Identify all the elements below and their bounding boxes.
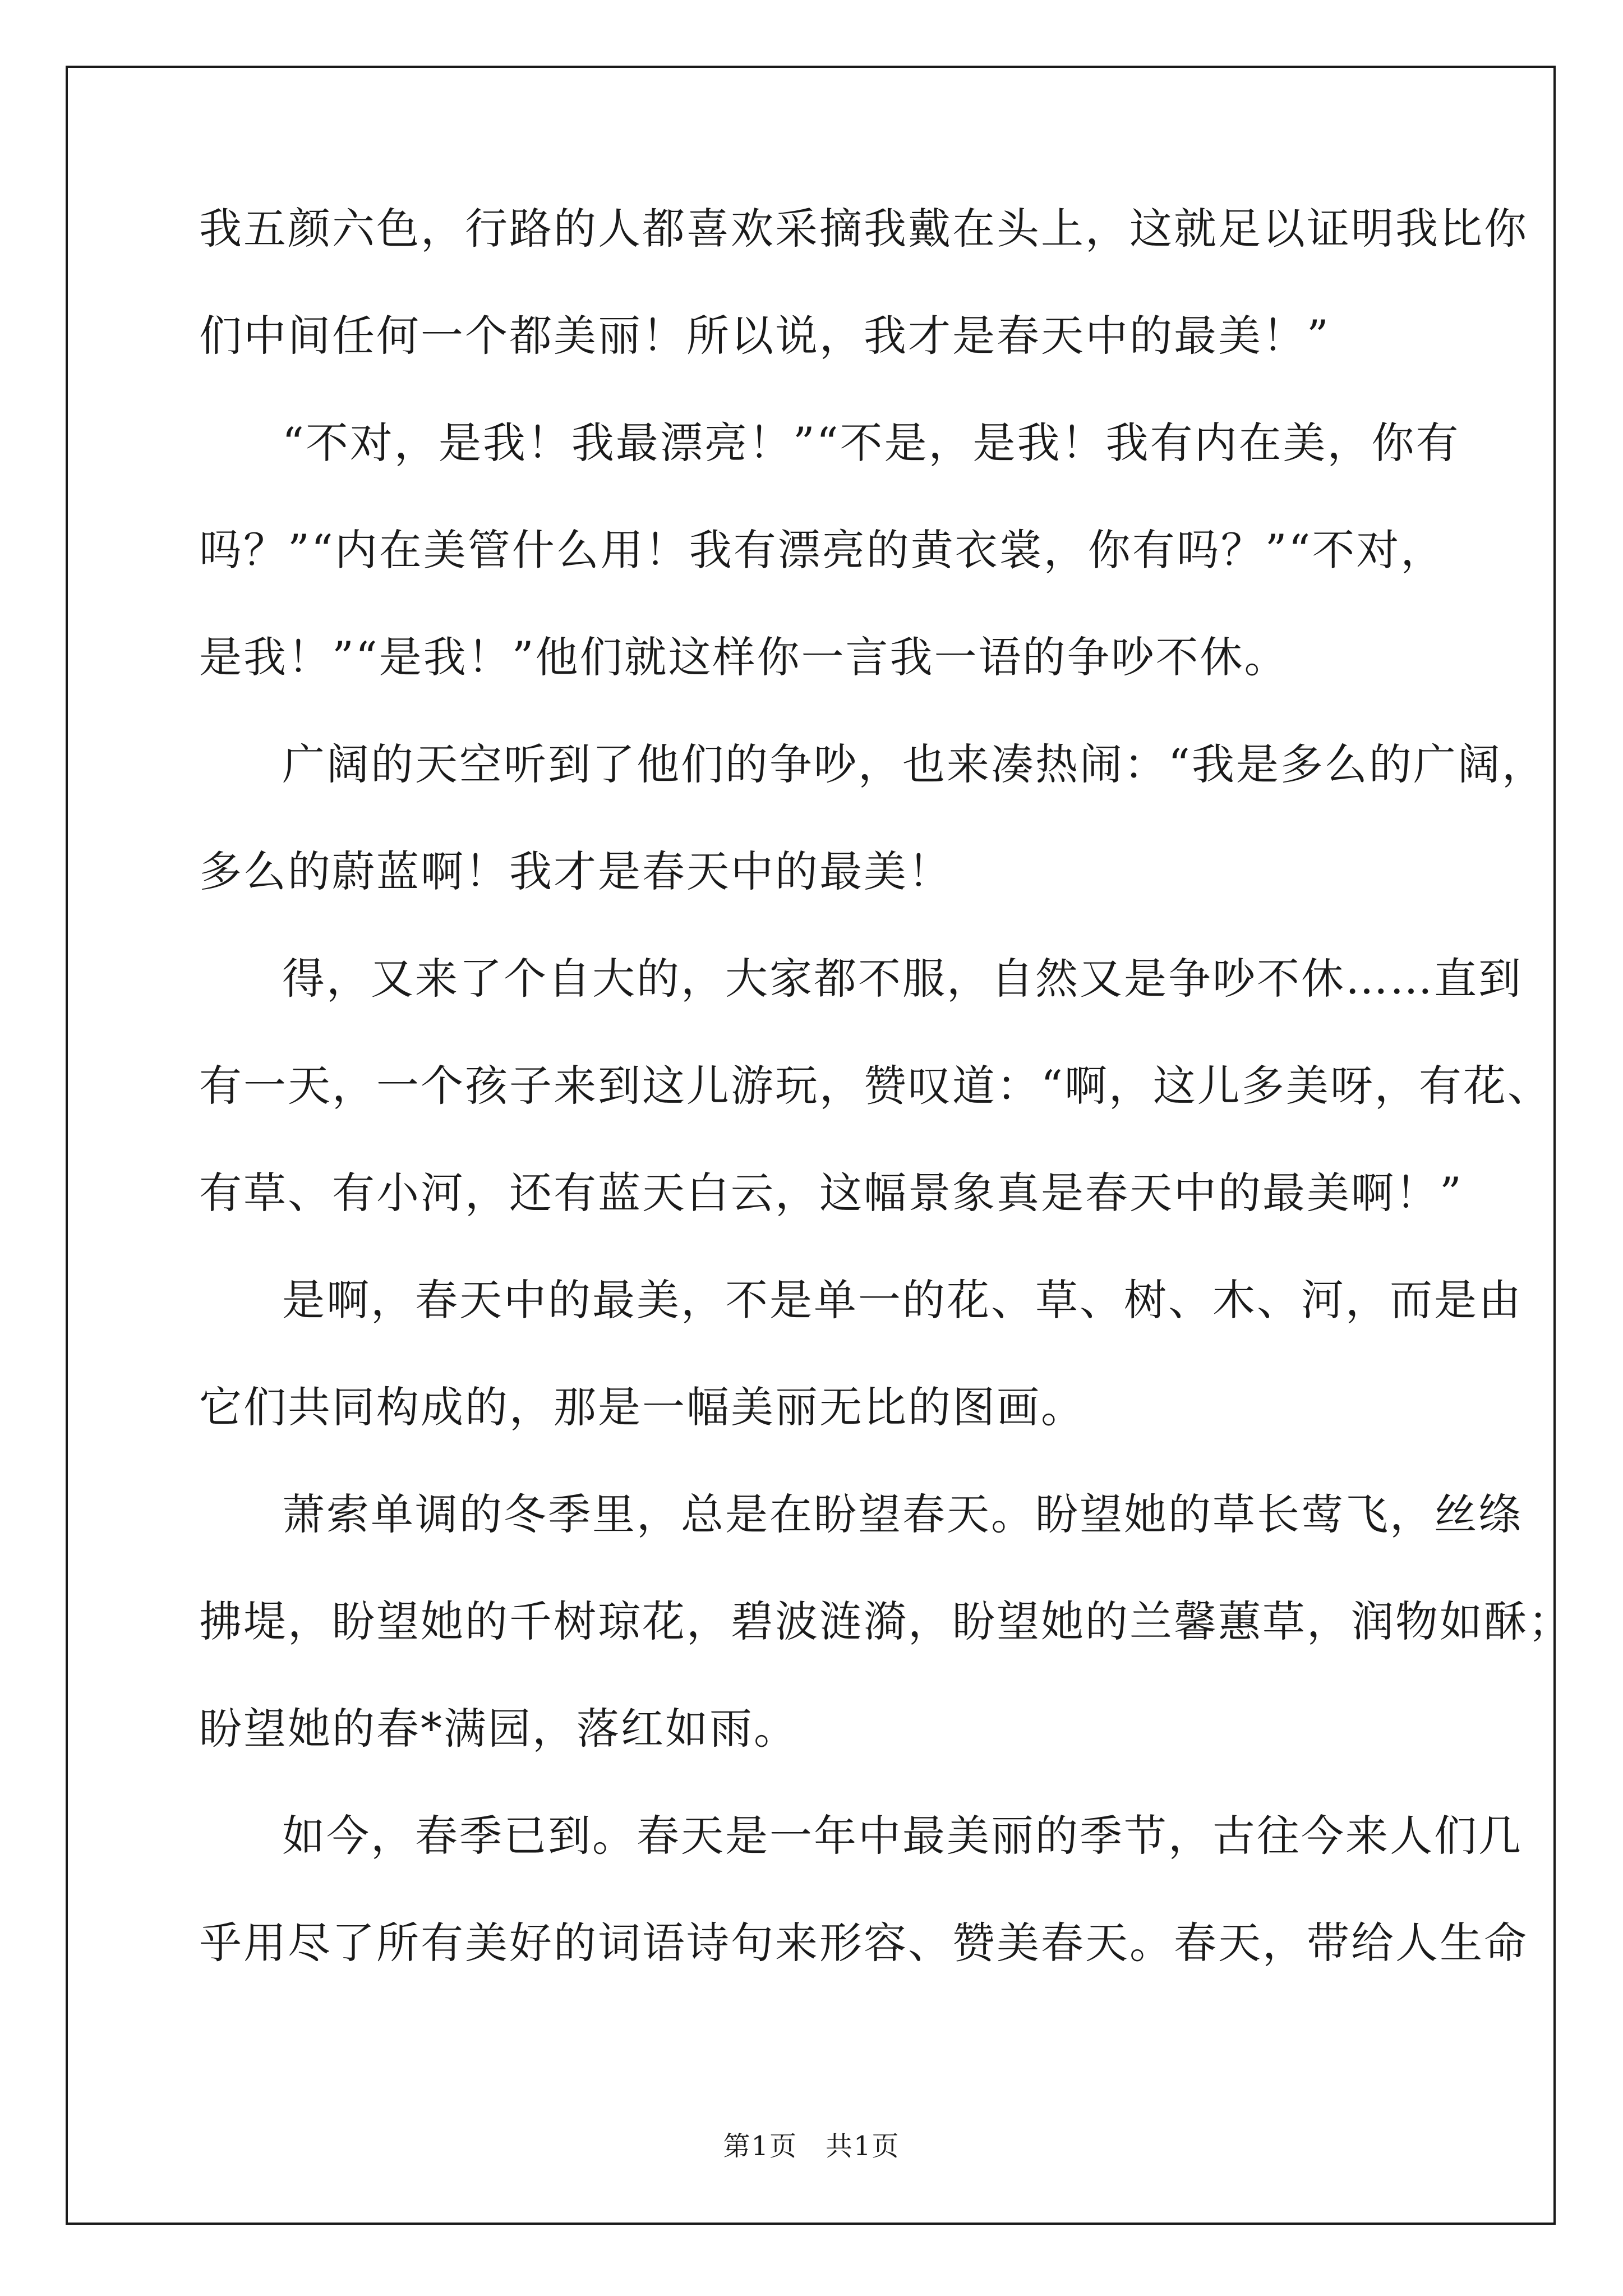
document-body — [199, 204, 1573, 2029]
text-line: 盼望她的春*满园，落红如雨。 — [199, 1704, 798, 1754]
text-line: 得，又来了个自大的，大家都不服，自然又是争吵不休……直到 — [282, 954, 1523, 1004]
text-line: 它们共同构成的，那是一幅美丽无比的图画。 — [199, 1382, 1085, 1432]
text-line: 拂堤，盼望她的千树琼花，碧波涟漪，盼望她的兰馨蕙草，润物如酥； — [199, 1596, 1573, 1646]
text-line: “不对，是我！我最漂亮！”“不是，是我！我有内在美，你有 — [282, 418, 1460, 468]
text-line: 我五颜六色，行路的人都喜欢采摘我戴在头上，这就足以证明我比你 — [199, 204, 1528, 254]
text-line: 萧索单调的冬季里，总是在盼望春天。盼望她的草长莺飞，丝绦 — [282, 1489, 1523, 1539]
text-line: 有草、有小河，还有蓝天白云，这幅景象真是春天中的最美啊！” — [199, 1168, 1463, 1218]
text-line: 有一天，一个孩子来到这儿游玩，赞叹道：“啊，这儿多美呀，有花、 — [199, 1061, 1552, 1111]
text-line: 是啊，春天中的最美，不是单一的花、草、树、木、河，而是由 — [282, 1275, 1523, 1325]
text-line: 多么的蔚蓝啊！我才是春天中的最美！ — [199, 846, 952, 896]
text-line: 吗？”“内在美管什么用！我有漂亮的黄衣裳，你有吗？”“不对， — [199, 525, 1445, 575]
text-line: 是我！”“是我！”他们就这样你一言我一语的争吵不休。 — [199, 632, 1289, 682]
text-line: 乎用尽了所有美好的词语诗句来形容、赞美春天。春天，带给人生命 — [199, 1918, 1528, 1968]
text-line: 如今，春季已到。春天是一年中最美丽的季节，古往今来人们几 — [282, 1811, 1523, 1861]
page-footer: 第1页 共1页 — [723, 2131, 900, 2162]
text-line: 广阔的天空听到了他们的争吵，也来凑热闹：“我是多么的广阔， — [282, 739, 1546, 789]
text-line: 们中间任何一个都美丽！所以说，我才是春天中的最美！” — [199, 311, 1330, 361]
